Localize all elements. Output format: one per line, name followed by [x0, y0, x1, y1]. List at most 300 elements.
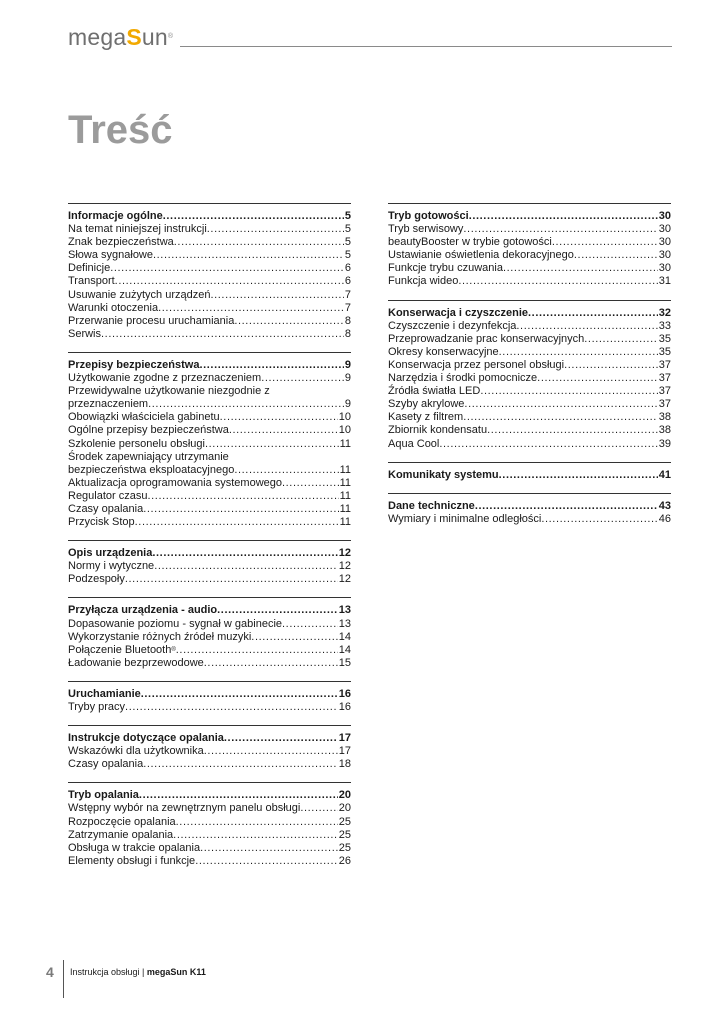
- toc-entry-title: [68, 745, 204, 758]
- toc-entry-text: Źródła światła LED: [388, 385, 481, 398]
- toc-entry-text: Kasety z filtrem: [388, 411, 464, 424]
- toc-dot-leader: [210, 289, 343, 302]
- toc-entry-title: [68, 438, 205, 451]
- toc-dot-leader: [503, 262, 658, 275]
- toc-entry-title: [68, 275, 115, 288]
- logo-registered-mark: ®: [167, 33, 174, 40]
- toc-entry[interactable]: [68, 829, 351, 842]
- toc-heading-title: Instrukcje dotyczące opalania: [68, 732, 224, 745]
- toc-entry-page: 37: [658, 358, 671, 371]
- toc-entry-line[interactable]: Przewidywalne użytkowanie niezgodnie z: [68, 385, 270, 398]
- toc-entry-text: Słowa sygnałowe: [68, 249, 153, 262]
- toc-entry-title: [388, 236, 552, 249]
- toc-section: [388, 203, 671, 289]
- toc-entry[interactable]: [68, 842, 351, 855]
- toc-right-column: [388, 203, 671, 537]
- toc-entry-title: [68, 503, 143, 516]
- toc-entry-title: [68, 477, 282, 490]
- toc-section-heading[interactable]: [68, 210, 351, 223]
- toc-entry-page: 11: [339, 476, 351, 489]
- toc-entry-title: [68, 516, 135, 529]
- toc-heading-page: 32: [658, 306, 671, 319]
- toc-entry-text: Czasy opalania: [68, 502, 144, 515]
- toc-entry-page: 12: [338, 573, 351, 586]
- toc-entry-page: 11: [339, 489, 351, 502]
- toc-section: [68, 725, 351, 771]
- toc-entry-text: Użytkowanie zgodne z przeznaczeniem: [68, 372, 262, 385]
- toc-entry-text: Obowiązki właściciela gabinetu: [68, 411, 220, 424]
- toc-entry[interactable]: [68, 657, 351, 670]
- toc-entry-page: 35: [658, 332, 671, 345]
- toc-dot-leader: [564, 359, 658, 372]
- toc-entry-page: 9: [344, 398, 351, 411]
- toc-entry-title: [68, 411, 220, 424]
- toc-entry[interactable]: [388, 411, 671, 424]
- toc-dot-leader: [143, 758, 338, 771]
- toc-entry[interactable]: [388, 333, 671, 346]
- toc-dot-leader: [469, 210, 658, 223]
- toc-entry-page: 9: [344, 372, 351, 385]
- toc-dot-leader: [152, 547, 337, 560]
- toc-entry-page: 25: [338, 841, 351, 854]
- toc-dot-leader: [220, 411, 338, 424]
- toc-entry-text: Wykorzystanie różnych źródeł muzyki: [68, 630, 252, 643]
- toc-entry[interactable]: [68, 573, 351, 586]
- toc-entry-title: [68, 490, 148, 503]
- toc-dot-leader: [224, 732, 338, 745]
- toc-dot-leader: [229, 424, 338, 437]
- toc-entry-text: Definicje: [68, 262, 111, 275]
- toc-entry-text: Ustawianie oświetlenia dekoracyjnego: [388, 249, 574, 262]
- toc-entry-text: Czasy opalania: [68, 758, 144, 771]
- toc-section: [68, 597, 351, 669]
- page-title: Treść: [68, 108, 173, 152]
- toc-entry[interactable]: [68, 802, 351, 815]
- toc-entry[interactable]: [68, 618, 351, 631]
- toc-entry-title: [388, 398, 464, 411]
- toc-section: [68, 203, 351, 341]
- toc-entry-title: [68, 657, 204, 670]
- toc-entry-text: Czyszczenie i dezynfekcja: [388, 319, 517, 332]
- toc-entry-text: Wstępny wybór na zewnętrznym panelu obsługi: [68, 802, 301, 815]
- toc-entry-title: [388, 424, 487, 437]
- toc-dot-leader: [234, 464, 338, 477]
- toc-entry-text: Znak bezpieczeństwa: [68, 236, 174, 249]
- toc-heading-title: Konserwacja i czyszczenie: [388, 306, 529, 319]
- toc-entry-title: [388, 359, 564, 372]
- toc-entry-title: [68, 560, 154, 573]
- toc-dot-leader: [475, 500, 658, 513]
- toc-entry-text: beautyBooster w trybie gotowości: [388, 236, 552, 249]
- toc-entry-page: 25: [338, 828, 351, 841]
- toc-entry-text: Konserwacja przez personel obsługi: [388, 358, 565, 371]
- toc-entry-title: [68, 302, 158, 315]
- toc-entry-page: 5: [344, 249, 351, 262]
- toc-heading-page: 5: [344, 210, 351, 222]
- toc-entry[interactable]: [388, 513, 671, 526]
- toc-entry-text: Aktualizacja oprogramowania systemowego: [68, 476, 282, 489]
- toc-entry[interactable]: [388, 320, 671, 333]
- toc-entry-title: [388, 438, 439, 451]
- logo-text-mega: mega: [68, 24, 127, 50]
- toc-entry-title: [68, 464, 234, 477]
- toc-entry-page: 37: [658, 398, 671, 411]
- toc-entry-line[interactable]: Środek zapewniający utrzymanie: [68, 450, 229, 463]
- toc-left-column: [68, 203, 351, 879]
- toc-entry-page: 15: [338, 656, 351, 669]
- toc-dot-leader: [204, 657, 338, 670]
- toc-dot-leader: [217, 604, 338, 617]
- toc-entry-text: Wymiary i minimalne odległości: [388, 512, 542, 525]
- toc-entry-title: [68, 424, 229, 437]
- toc-entry[interactable]: [388, 438, 671, 451]
- toc-dot-leader: [458, 275, 657, 288]
- toc-section: [68, 352, 351, 529]
- footer-divider: [63, 960, 64, 998]
- toc-dot-leader: [464, 398, 657, 411]
- footer-doc-label: [70, 967, 206, 977]
- toc-entry-text: Na temat niniejszej instrukcji: [68, 223, 207, 236]
- toc-dot-leader: [141, 688, 338, 701]
- toc-entry-page: 6: [344, 275, 351, 288]
- toc-entry-title: [388, 262, 503, 275]
- toc-dot-leader: [574, 249, 658, 262]
- toc-entry-page: 30: [658, 249, 671, 262]
- toc-heading-title: Dane techniczne: [388, 499, 475, 512]
- toc-entry-title: [68, 315, 234, 328]
- header-rule: [180, 46, 672, 47]
- toc-entry-page: 10: [338, 424, 351, 437]
- toc-entry-page: 35: [658, 345, 671, 358]
- toc-entry-title: [68, 328, 101, 341]
- toc-entry-title: [68, 398, 148, 411]
- toc-dot-leader: [200, 842, 338, 855]
- toc-entry[interactable]: [68, 236, 351, 249]
- toc-entry-title: [388, 333, 584, 346]
- toc-entry[interactable]: [68, 631, 351, 644]
- toc-entry-title: [68, 236, 174, 249]
- toc-entry-text: Tryby pracy: [68, 701, 126, 713]
- toc-dot-leader: [300, 802, 337, 815]
- toc-entry-page: 14: [338, 643, 351, 656]
- toc-entry-page: 31: [658, 275, 671, 288]
- toc-entry[interactable]: [68, 328, 351, 341]
- toc-entry[interactable]: [68, 560, 351, 573]
- toc-section-heading[interactable]: [388, 210, 671, 223]
- toc-entry[interactable]: [68, 411, 351, 424]
- toc-dot-leader: [158, 302, 344, 315]
- toc-entry-title: [388, 385, 480, 398]
- toc-entry-page: 30: [658, 236, 671, 249]
- toc-entry-text: Obsługa w trakcie opalania: [68, 841, 201, 854]
- toc-entry-page: 10: [338, 411, 351, 424]
- toc-dot-leader: [499, 469, 658, 482]
- toc-dot-leader: [154, 560, 338, 573]
- toc-entry-text: Funkcja wideo: [388, 275, 459, 288]
- toc-entry[interactable]: [68, 477, 351, 490]
- toc-heading-title: Przepisy bezpieczeństwa: [68, 358, 200, 371]
- toc-heading-page: 17: [338, 732, 351, 745]
- toc-dot-leader: [199, 359, 343, 372]
- toc-entry[interactable]: [68, 262, 351, 275]
- toc-heading-page: 16: [338, 687, 351, 700]
- toc-entry[interactable]: [388, 262, 671, 275]
- toc-entry-page: 7: [344, 301, 351, 314]
- toc-entry-text: Regulator czasu: [68, 489, 148, 502]
- toc-entry-text: Przycisk Stop: [68, 516, 135, 529]
- toc-entry[interactable]: [68, 503, 351, 516]
- toc-entry-page: 11: [339, 437, 351, 450]
- toc-dot-leader: [163, 210, 344, 223]
- toc-entry-page: 5: [344, 236, 351, 249]
- toc-entry[interactable]: [388, 346, 671, 359]
- toc-entry-page: 33: [658, 319, 671, 332]
- toc-section: [68, 782, 351, 868]
- toc-dot-leader: [101, 328, 344, 341]
- toc-entry-title: [388, 223, 463, 236]
- toc-heading-page: 12: [338, 547, 351, 560]
- toc-heading-title: Tryb gotowości: [388, 210, 469, 222]
- toc-entry[interactable]: [68, 516, 351, 529]
- toc-entry-text: Przeprowadzanie prac konserwacyjnych: [388, 332, 585, 345]
- toc-entry-page: 37: [658, 385, 671, 398]
- toc-entry-title: [68, 855, 195, 868]
- toc-entry-title: [68, 618, 282, 631]
- toc-entry[interactable]: [388, 236, 671, 249]
- toc-section-heading[interactable]: [68, 688, 351, 701]
- toc-section-heading[interactable]: [68, 547, 351, 560]
- toc-entry-title: [388, 346, 499, 359]
- toc-entry[interactable]: [68, 398, 351, 411]
- toc-entry-text: Funkcje trybu czuwania: [388, 262, 503, 275]
- toc-entry[interactable]: [68, 372, 351, 385]
- toc-entry-page: 26: [338, 854, 351, 867]
- toc-dot-leader: [139, 789, 338, 802]
- toc-entry-page: 38: [658, 424, 671, 437]
- toc-heading-page: 9: [344, 358, 351, 371]
- toc-dot-leader: [463, 411, 658, 424]
- toc-section-heading[interactable]: [388, 307, 671, 320]
- toc-entry-text: Ogólne przepisy bezpieczeństwa: [68, 424, 229, 437]
- footer-doc-title: Instrukcja obsługi |: [70, 967, 147, 977]
- toc-entry[interactable]: [388, 223, 671, 236]
- toc-entry-title: [388, 320, 516, 333]
- toc-entry-text: Szkolenie personelu obsługi: [68, 437, 205, 450]
- toc-entry-text: Serwis: [68, 327, 102, 340]
- toc-dot-leader: [234, 315, 344, 328]
- toc-section-heading[interactable]: [68, 604, 351, 617]
- toc-entry-title: [68, 372, 261, 385]
- toc-section: [388, 493, 671, 526]
- toc-entry-text: Przerwanie procesu uruchamiania: [68, 314, 235, 327]
- toc-heading-title: Przyłącza urządzenia - audio: [68, 604, 218, 617]
- toc-dot-leader: [487, 424, 658, 437]
- toc-heading-title: Informacje ogólne: [68, 210, 163, 222]
- toc-dot-leader: [537, 372, 658, 385]
- toc-entry-page: 11: [339, 463, 351, 476]
- toc-section-heading[interactable]: [388, 500, 671, 513]
- toc-entry-title: [388, 249, 574, 262]
- toc-dot-leader: [143, 503, 338, 516]
- toc-entry-text: Narzędzia i środki pomocnicze: [388, 372, 538, 385]
- toc-entry-text: Dopasowanie poziomu - sygnał w gabinecie: [68, 617, 283, 630]
- toc-heading-title: Opis urządzenia: [68, 547, 153, 560]
- toc-entry-page: 25: [338, 815, 351, 828]
- toc-entry-page: 11: [339, 516, 351, 529]
- toc-dot-leader: [115, 275, 344, 288]
- toc-section-heading[interactable]: [68, 732, 351, 745]
- toc-dot-leader: [176, 644, 338, 657]
- toc-entry-title: [68, 223, 207, 236]
- toc-dot-leader: [463, 223, 657, 236]
- toc-entry[interactable]: [68, 315, 351, 328]
- toc-entry[interactable]: [388, 385, 671, 398]
- toc-heading-title: Uruchamianie: [68, 687, 141, 700]
- toc-entry-text: Zbiornik kondensatu: [388, 424, 488, 437]
- toc-entry[interactable]: [68, 855, 351, 868]
- toc-entry[interactable]: [388, 359, 671, 372]
- toc-entry[interactable]: [68, 223, 351, 236]
- toc-entry-page: 6: [344, 262, 351, 275]
- toc-entry[interactable]: [388, 424, 671, 437]
- toc-entry[interactable]: [68, 438, 351, 451]
- toc-dot-leader: [148, 490, 339, 503]
- toc-entry[interactable]: [68, 701, 351, 714]
- toc-entry[interactable]: [68, 758, 351, 771]
- toc-entry-text: Transport: [68, 275, 115, 288]
- toc-entry-page: 8: [344, 314, 351, 327]
- toc-entry[interactable]: [68, 816, 351, 829]
- toc-entry-text: Podzespoły: [68, 573, 125, 586]
- toc-dot-leader: [480, 385, 657, 398]
- toc-entry-text: Aqua Cool: [388, 437, 440, 450]
- toc-entry-title: [68, 758, 143, 771]
- toc-dot-leader: [153, 249, 344, 262]
- toc-dot-leader: [516, 320, 657, 333]
- toc-entry-title: [68, 644, 176, 657]
- logo-text-un: un: [141, 24, 168, 50]
- toc-dot-leader: [135, 516, 339, 529]
- toc-section-heading[interactable]: [68, 359, 351, 372]
- toc-entry-page: 13: [338, 617, 351, 630]
- toc-dot-leader: [174, 236, 344, 249]
- toc-entry-title: [388, 513, 541, 526]
- toc-entry-title: [68, 701, 125, 714]
- toc-entry-title: [388, 411, 463, 424]
- toc-dot-leader: [439, 438, 657, 451]
- toc-entry[interactable]: [388, 275, 671, 288]
- toc-entry-title: [68, 842, 200, 855]
- toc-dot-leader: [528, 307, 658, 320]
- toc-dot-leader: [125, 701, 338, 714]
- toc-dot-leader: [282, 618, 338, 631]
- toc-entry-text: Normy i wytyczne: [68, 560, 155, 573]
- toc-entry-title: [68, 631, 251, 644]
- toc-entry-text: Zatrzymanie opalania: [68, 828, 174, 841]
- toc-entry[interactable]: [68, 289, 351, 302]
- toc-entry-page: 11: [339, 502, 351, 515]
- toc-entry[interactable]: [68, 424, 351, 437]
- toc-heading-page: 30: [658, 210, 671, 222]
- toc-entry[interactable]: [68, 464, 351, 477]
- toc-dot-leader: [499, 346, 658, 359]
- footer-page-number: 4: [46, 964, 54, 980]
- toc-entry-title: [68, 262, 110, 275]
- toc-section: [388, 300, 671, 451]
- toc-entry-page: 5: [344, 223, 351, 236]
- toc-dot-leader: [110, 262, 344, 275]
- toc-section: [68, 540, 351, 586]
- toc-entry-text: Szyby akrylowe: [388, 398, 465, 411]
- toc-entry-page: 16: [338, 701, 351, 713]
- toc-entry[interactable]: [68, 249, 351, 262]
- toc-dot-leader: [204, 745, 338, 758]
- toc-entry[interactable]: [68, 745, 351, 758]
- toc-entry[interactable]: [68, 644, 351, 657]
- toc-section-heading[interactable]: [68, 789, 351, 802]
- toc-entry-page: 12: [338, 560, 351, 573]
- toc-entry[interactable]: [388, 372, 671, 385]
- toc-entry-text: Warunki otoczenia: [68, 301, 159, 314]
- toc-entry-text: Okresy konserwacyjne: [388, 345, 499, 358]
- toc-entry-page: 38: [658, 411, 671, 424]
- toc-entry[interactable]: [68, 275, 351, 288]
- toc-dot-leader: [261, 372, 344, 385]
- toc-entry-page: 37: [658, 372, 671, 385]
- toc-entry-title: [68, 249, 153, 262]
- toc-entry[interactable]: [68, 302, 351, 315]
- toc-heading-page: 20: [338, 789, 351, 802]
- toc-entry-page: 18: [338, 758, 351, 771]
- toc-dot-leader: [125, 573, 338, 586]
- toc-entry-text: Rozpoczęcie opalania: [68, 815, 176, 828]
- toc-entry[interactable]: [388, 398, 671, 411]
- toc-dot-leader: [552, 236, 658, 249]
- toc-entry-title: [388, 372, 537, 385]
- footer-product-name: megaSun K11: [146, 967, 206, 977]
- toc-dot-leader: [282, 477, 339, 490]
- toc-dot-leader: [541, 513, 657, 526]
- toc-dot-leader: [173, 829, 338, 842]
- toc-entry-text: Elementy obsługi i funkcje: [68, 854, 196, 867]
- logo-text-s: S: [126, 24, 142, 50]
- toc-section-heading[interactable]: [388, 469, 671, 482]
- toc-dot-leader: [195, 855, 338, 868]
- toc-entry-title: [388, 275, 458, 288]
- registered-mark: ®: [171, 646, 176, 653]
- toc-heading-page: 43: [658, 499, 671, 512]
- toc-entry-text: Ładowanie bezprzewodowe: [68, 656, 204, 669]
- toc-entry-page: 20: [338, 802, 351, 815]
- toc-heading-page: 13: [338, 604, 351, 617]
- toc-entry-page: 46: [658, 512, 671, 525]
- toc-entry-page: 14: [338, 630, 351, 643]
- megasun-logo: [68, 24, 173, 50]
- toc-section: [388, 462, 671, 482]
- toc-entry-text: Połączenie Bluetooth: [68, 643, 172, 656]
- toc-entry[interactable]: [388, 249, 671, 262]
- toc-entry-title: [68, 802, 300, 815]
- toc-dot-leader: [251, 631, 337, 644]
- toc-entry-text: przeznaczeniem: [68, 398, 149, 411]
- toc-entry-title: [68, 573, 125, 586]
- toc-entry-page: 17: [338, 745, 351, 758]
- toc-entry-page: 8: [344, 327, 351, 340]
- toc-entry[interactable]: [68, 490, 351, 503]
- toc-heading-title: Komunikaty systemu: [388, 468, 499, 481]
- toc-entry-text: Usuwanie zużytych urządzeń: [68, 288, 211, 301]
- toc-dot-leader: [148, 398, 344, 411]
